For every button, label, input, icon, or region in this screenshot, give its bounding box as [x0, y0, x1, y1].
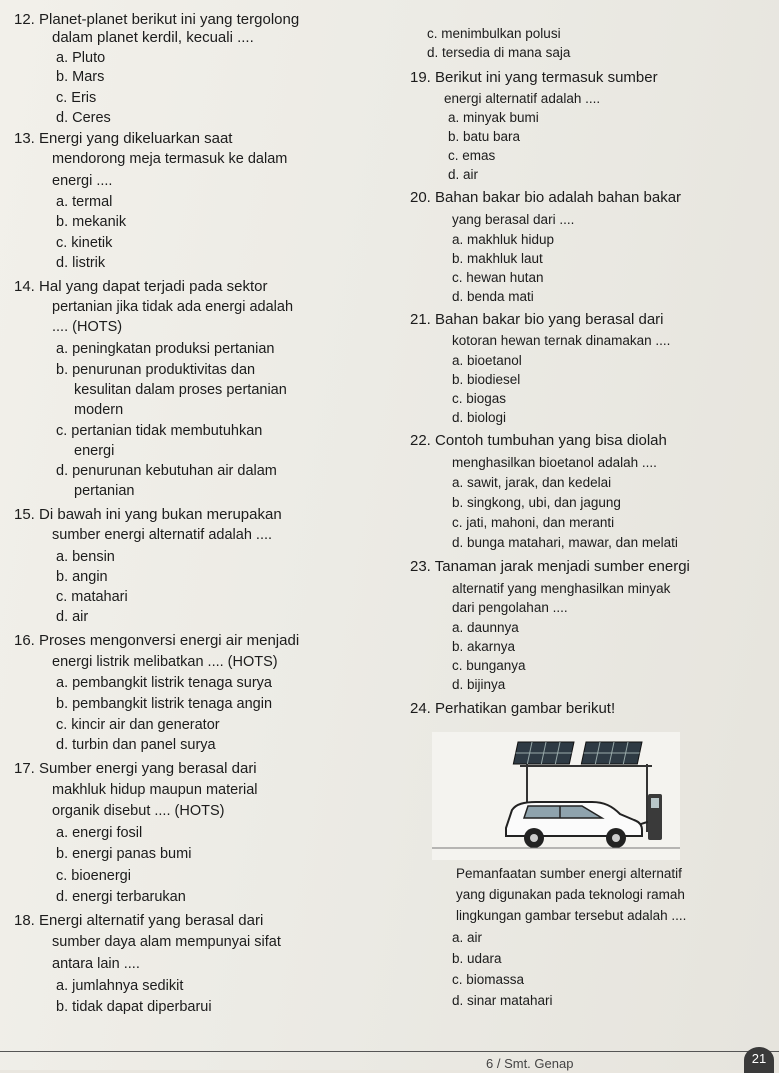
right-col-line: a. daunnya — [452, 620, 519, 635]
left-col-line: pertanian — [74, 483, 135, 499]
left-col-line: antara lain .... — [52, 956, 140, 972]
right-col-line: b. singkong, ubi, dan jagung — [452, 495, 621, 510]
solar-car-charging-illustration — [432, 732, 680, 860]
left-col-line: energi listrik melibatkan .... (HOTS) — [52, 654, 278, 670]
right-col-line: b. batu bara — [448, 129, 521, 144]
left-col-line: b. Mars — [56, 69, 105, 85]
left-col-line: energi — [74, 443, 115, 459]
left-col-line: a. pembangkit listrik tenaga surya — [56, 675, 272, 691]
right-col-line: a. sawit, jarak, dan kedelai — [452, 475, 612, 490]
left-col-line: 13. Energi yang dikeluarkan saat — [14, 130, 233, 147]
right-col-line: 20. Bahan bakar bio adalah bahan bakar — [410, 189, 682, 206]
right-col-line: c. hewan hutan — [452, 270, 544, 285]
right-col-line: dari pengolahan .... — [452, 600, 568, 615]
left-col-line: mendorong meja termasuk ke dalam — [52, 151, 288, 167]
right-col-line: d. sinar matahari — [452, 993, 553, 1008]
left-col-line: b. mekanik — [56, 214, 127, 230]
right-col-line: 21. Bahan bakar bio yang berasal dari — [410, 311, 664, 328]
right-col-line: lingkungan gambar tersebut adalah .... — [456, 908, 687, 923]
left-col-line: a. peningkatan produksi pertanian — [56, 341, 275, 357]
right-col-line: c. emas — [448, 148, 496, 163]
right-col-line: b. makhluk laut — [452, 251, 543, 266]
left-col-line: d. turbin dan panel surya — [56, 737, 216, 753]
right-col-line: c. jati, mahoni, dan meranti — [452, 515, 615, 530]
left-col-line: c. Eris — [56, 90, 97, 106]
left-col-line: a. jumlahnya sedikit — [56, 978, 184, 994]
right-col-line: b. akarnya — [452, 639, 516, 654]
left-col-line: a. Pluto — [56, 50, 106, 66]
right-col-line: yang berasal dari .... — [452, 212, 575, 227]
solar-panel-right — [581, 742, 642, 764]
left-col-line: sumber energi alternatif adalah .... — [52, 527, 273, 543]
left-col-line: a. termal — [56, 194, 113, 210]
right-col-line: 23. Tanaman jarak menjadi sumber energi — [410, 558, 690, 575]
left-col-line: 14. Hal yang dapat terjadi pada sektor — [14, 278, 268, 295]
right-col-line: 22. Contoh tumbuhan yang bisa diolah — [410, 432, 667, 449]
right-col-line: a. air — [452, 930, 483, 945]
right-col-line: menghasilkan bioetanol adalah .... — [452, 455, 657, 470]
left-col-line: d. Ceres — [56, 110, 111, 126]
right-col-line: a. minyak bumi — [448, 110, 539, 125]
left-col-line: energi .... — [52, 173, 113, 189]
left-col-line: 16. Proses mengonversi energi air menjadi — [14, 632, 300, 649]
left-col-line: d. air — [56, 609, 89, 625]
right-col-line: d. biologi — [452, 410, 507, 425]
right-col-line: b. udara — [452, 951, 502, 966]
right-col-line: d. tersedia di mana saja — [427, 45, 571, 60]
left-col-line: b. pembangkit listrik tenaga angin — [56, 696, 273, 712]
left-col-line: sumber daya alam mempunyai sifat — [52, 934, 281, 950]
right-col-line: kotoran hewan ternak dinamakan .... — [452, 333, 671, 348]
right-col-line: d. bunga matahari, mawar, dan melati — [452, 535, 678, 550]
right-col-line: yang digunakan pada teknologi ramah — [456, 887, 685, 902]
right-col-line: energi alternatif adalah .... — [444, 91, 601, 106]
left-col-line: a. bensin — [56, 549, 115, 565]
right-col-line: a. bioetanol — [452, 353, 522, 368]
left-col-line: 17. Sumber energi yang berasal dari — [14, 760, 257, 777]
left-col-line: d. listrik — [56, 255, 106, 271]
left-col-line: 15. Di bawah ini yang bukan merupakan — [14, 506, 282, 523]
left-col-line: dalam planet kerdil, kecuali .... — [52, 29, 254, 46]
right-col-line: 19. Berikut ini yang termasuk sumber — [410, 69, 658, 86]
left-col-line: modern — [74, 402, 124, 418]
left-col-line: pertanian jika tidak ada energi adalah — [52, 299, 294, 315]
right-col-line: a. makhluk hidup — [452, 232, 555, 247]
page-number-badge: 21 — [744, 1047, 774, 1073]
right-col-line: alternatif yang menghasilkan minyak — [452, 581, 671, 596]
solar-panel-left — [513, 742, 574, 764]
right-col-line: c. biogas — [452, 391, 507, 406]
left-col-line: c. kinetik — [56, 235, 113, 251]
left-col-line: 18. Energi alternatif yang berasal dari — [14, 912, 264, 929]
left-col-line: c. pertanian tidak membutuhkan — [56, 423, 263, 439]
right-col-line: d. benda mati — [452, 289, 534, 304]
right-col-line: c. menimbulkan polusi — [427, 26, 561, 41]
right-col-line: c. biomassa — [452, 972, 525, 987]
right-col-line: c. bunganya — [452, 658, 526, 673]
right-col-line: Pemanfaatan sumber energi alternatif — [456, 866, 682, 881]
left-col-line: b. energi panas bumi — [56, 846, 192, 862]
right-col-line: d. air — [448, 167, 479, 182]
left-col-line: makhluk hidup maupun material — [52, 782, 258, 798]
left-col-line: b. tidak dapat diperbarui — [56, 999, 212, 1015]
left-col-line: c. matahari — [56, 589, 128, 605]
footer-text: 6 / Smt. Genap — [486, 1056, 574, 1071]
left-col-line: .... (HOTS) — [52, 319, 123, 335]
left-col-line: a. energi fosil — [56, 825, 143, 841]
right-col-line: 24. Perhatikan gambar berikut! — [410, 700, 616, 717]
right-col-line: d. bijinya — [452, 677, 506, 692]
left-col-line: 12. Planet-planet berikut ini yang tergolong — [14, 11, 300, 28]
left-col-line: kesulitan dalam proses pertanian — [74, 382, 287, 398]
left-col-line: d. energi terbarukan — [56, 889, 186, 905]
left-col-line: organik disebut .... (HOTS) — [52, 803, 225, 819]
left-col-line: b. penurunan produktivitas dan — [56, 362, 256, 378]
left-col-line: c. bioenergi — [56, 868, 131, 884]
footer-rule — [0, 1051, 779, 1052]
left-col-line: c. kincir air dan generator — [56, 717, 220, 733]
left-col-line: d. penurunan kebutuhan air dalam — [56, 463, 277, 479]
left-col-line: b. angin — [56, 569, 108, 585]
right-col-line: b. biodiesel — [452, 372, 521, 387]
